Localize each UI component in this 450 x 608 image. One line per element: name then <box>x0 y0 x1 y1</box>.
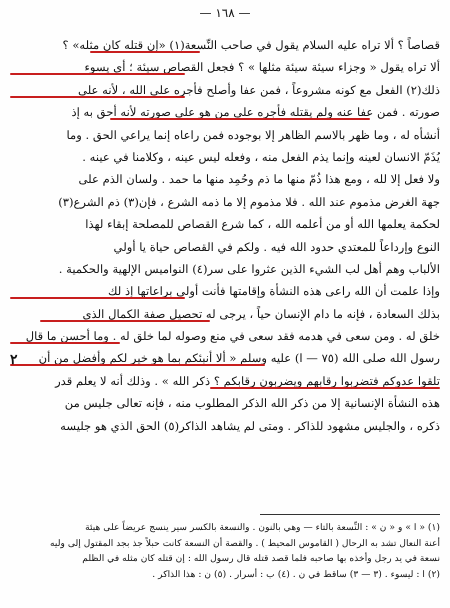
text-line: ذلك(٢) الفعل مع كونه مشروعاً ، فمن عفا وأصلح فأجره على الله ، لأنه على <box>10 79 440 101</box>
text-line: أنشأه له ، وما ظهر بالاسم الظاهر إلا بوجوده فمن راعاه إنما يراعي الحق . وما <box>66 127 440 142</box>
text-line: ولا فعل إلا لله ، ومع هذا ذُمّ منها ما ذم وحُمِد منها ما حمد . ولسان الذم على <box>78 172 440 187</box>
margin-marker: ٢ <box>10 352 18 368</box>
text-line: ألا تراه يقول « وجزاء سيئة سيئة مثلها » ؟ فجعل القصاص سيئة ؛ أي يسوء <box>10 56 440 78</box>
text-line: بذلك السعادة ، فإنه ما دام الإنسان حياً ، يرجى له تحصيل صفة الكمال الذي <box>10 303 440 325</box>
footnote-line: (٢) ا : ليسوء . (٣ — ٣) ساقط في ن . (٤) ب : أسرار . (٥) ن : هذا الذاكر . <box>152 568 440 580</box>
footnote-line: (١) « ا » و « ن » : النِّسعة بالتاء — وهي بالنون . والنسعة بالكسر سير ينسج عريضاً على هيئة <box>85 522 440 533</box>
footnotes <box>10 520 440 582</box>
text-line: صورته . فمن عفا عنه ولم يقتله فأجره على من هو على صورته لأنه أحق به إذ <box>71 105 440 120</box>
text-line: قصاصاً ؟ ألا تراه عليه السلام يقول في صاحب النِّسعة(١) «إن قتله كان مثله» ؟ <box>62 38 440 52</box>
text-line: هذه النشأة الإنسانية إلا من ذكر الله الذكر المطلوب منه ، فإنه تعالى جليس من <box>64 396 440 411</box>
text-line: خلق له . ومن سعى في هدمه فقد سعى في منع وصوله لما خلق له . وما أحسن ما قال <box>10 325 440 347</box>
page-number: — ١٦٨ — <box>199 6 251 20</box>
main-text <box>10 34 440 437</box>
text-line: النوع وإرداعاً للمعتدي حدود الله فيه . ولكم في القصاص حياة يا أولي <box>113 239 440 254</box>
text-line: جهة الغرض مذموم عند الله . فلا مذموم إلا ما ذمه الشرع ، فإن(٣) ذم الشرع(٣) <box>58 194 440 209</box>
text-line: رسول الله صلى الله (٧٥ — ا) عليه وسلم « ألا أنبئكم بما هو خير لكم وأفضل من أن <box>10 347 440 369</box>
footnote-line: نسعة في يد رجل وأخذه بها صاحبه فلما قصد قتله قال رسول الله : إن قتله كان مثله في الظلم <box>82 553 440 564</box>
text-line: لحكمة يعلمها الله أو من أعلمه الله ، كما شرع القصاص للمصلحة إبقاء لهذا <box>85 217 440 232</box>
footnote-divider <box>260 514 440 515</box>
text-line: الألباب وهم أهل لب الشيء الذين عثروا على سر(٤) النواميس الإلهية والحكمية . <box>58 261 440 276</box>
footnote-line: أعنة النعال تشد به الرحال ( القاموس المحيط ) . والقصة أن النسعة كانت حبلاً جذ بجد المقتول إلى وليه <box>50 537 440 549</box>
text-line: وإذا علمت أن الله راعى هذه النشأة وإقامتها فأنت أولى براعاتها إذ لك <box>10 280 440 302</box>
text-line: يُذَمّ الانسان لعينه وإنما يذم الفعل منه ، وفعله ليس عينه ، وكلامنا في عينه . <box>82 149 440 164</box>
text-line: تلقوا عدوكم فتضربوا رقابهم ويضربون رقابكم ؟ ذكر الله » . وذلك أنه لا يعلم قدر <box>55 373 440 388</box>
text-line: ذكره ، والجليس مشهود للذاكر . ومتى لم يشاهد الذاكر(٥) الحق الذي هو جليسه <box>60 418 440 433</box>
